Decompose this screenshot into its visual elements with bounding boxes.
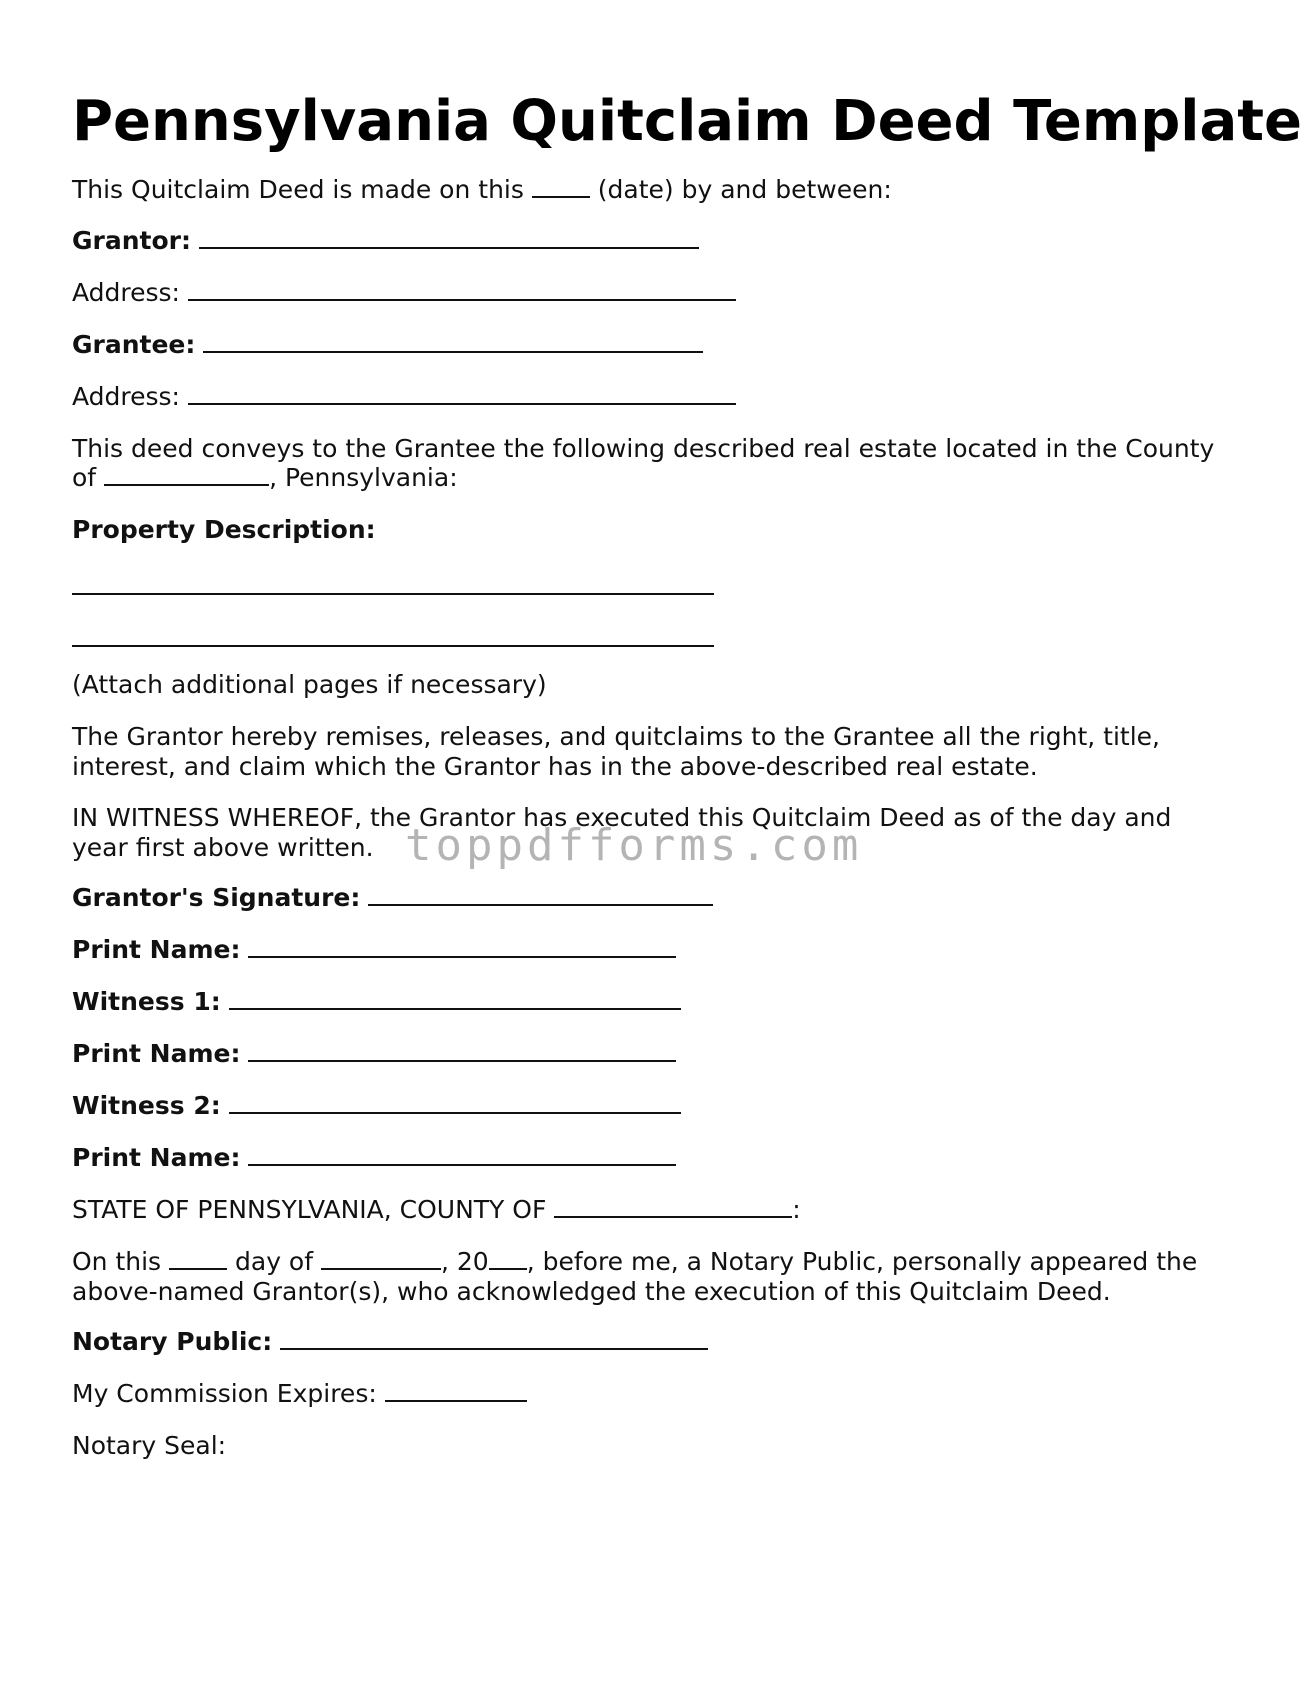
notary-public-field[interactable]: [280, 1326, 708, 1350]
date-field[interactable]: [532, 174, 590, 198]
attach-note: (Attach additional pages if necessary): [72, 670, 547, 699]
notary-county-field[interactable]: [554, 1194, 792, 1218]
print-name-label-2: Print Name:: [72, 1039, 241, 1068]
watermark-text: toppdfforms.com: [405, 820, 863, 871]
grantor-label: Grantor:: [72, 226, 191, 255]
print-name-field-1[interactable]: [248, 934, 676, 958]
notary-public-line: [72, 1326, 708, 1357]
notary-seal-label: Notary Seal:: [72, 1431, 227, 1460]
witness-2-label: Witness 2:: [72, 1091, 221, 1120]
grantor-signature-field[interactable]: [368, 882, 713, 906]
witness-1-line: [72, 986, 681, 1017]
witness-paragraph: IN WITNESS WHEREOF, the Grantor has executed this Quitclaim Deed as of the day and year first above written.: [72, 803, 1172, 862]
ack-year-field[interactable]: [489, 1246, 527, 1270]
print-name-field-3[interactable]: [248, 1142, 676, 1166]
grantee-address-label: Address:: [72, 382, 180, 411]
ack-month-field[interactable]: [321, 1246, 441, 1270]
grantor-address-label: Address:: [72, 278, 180, 307]
property-description-label: Property Description:: [72, 515, 376, 544]
print-name-line-2: [72, 1038, 676, 1069]
grantee-line: [72, 329, 703, 360]
grantor-address-field[interactable]: [188, 277, 736, 301]
ack-text-2: day of: [235, 1247, 314, 1276]
grantor-signature-line: [72, 882, 713, 913]
grantor-address-line: [72, 277, 736, 308]
witness-1-label: Witness 1:: [72, 987, 221, 1016]
county-field[interactable]: [104, 462, 269, 486]
grantor-line: [72, 225, 699, 256]
property-description-field-2[interactable]: [72, 645, 714, 647]
commission-expires-label: My Commission Expires:: [72, 1379, 377, 1408]
grantor-field[interactable]: [199, 225, 699, 249]
conveys-pennsylvania-text: , Pennsylvania:: [269, 463, 458, 492]
witness-2-line: [72, 1090, 681, 1121]
intro-line: [72, 174, 892, 205]
print-name-label-3: Print Name:: [72, 1143, 241, 1172]
ack-text-4: , before me, a Notary Public, personally appeared the above-named Grantor(s), who acknowledged the execution of this Quitclaim Deed.: [72, 1247, 1198, 1306]
conveys-of-text: of: [72, 463, 97, 492]
ack-day-field[interactable]: [169, 1246, 227, 1270]
ack-text-1: On this: [72, 1247, 162, 1276]
witness-2-field[interactable]: [229, 1090, 681, 1114]
grantor-signature-label: Grantor's Signature:: [72, 883, 361, 912]
grantee-label: Grantee:: [72, 330, 196, 359]
commission-expires-line: [72, 1378, 527, 1409]
print-name-label-1: Print Name:: [72, 935, 241, 964]
witness-1-field[interactable]: [229, 986, 681, 1010]
grantee-field[interactable]: [203, 329, 703, 353]
intro-text-end: (date) by and between:: [597, 175, 892, 204]
state-county-line: [72, 1194, 801, 1225]
print-name-field-2[interactable]: [248, 1038, 676, 1062]
property-description-field-1[interactable]: [72, 593, 714, 595]
print-name-line-1: [72, 934, 676, 965]
acknowledgment-paragraph: [72, 1246, 1232, 1307]
conveys-line-2: [72, 462, 458, 493]
remise-paragraph: The Grantor hereby remises, releases, and quitclaims to the Grantee all the right, title, interest, and claim which the Grantor has in the above-described real estate.: [72, 722, 1161, 781]
conveys-line-1: This deed conveys to the Grantee the following described real estate located in the County: [72, 434, 1215, 463]
commission-expires-field[interactable]: [385, 1378, 527, 1402]
document-title: Pennsylvania Quitclaim Deed Template: [72, 89, 1303, 154]
intro-text-start: This Quitclaim Deed is made on this: [72, 175, 524, 204]
state-county-text: STATE OF PENNSYLVANIA, COUNTY OF: [72, 1195, 547, 1224]
grantee-address-field[interactable]: [188, 381, 736, 405]
grantee-address-line: [72, 381, 736, 412]
ack-text-3: , 20: [440, 1247, 489, 1276]
notary-public-label: Notary Public:: [72, 1327, 273, 1356]
state-county-colon: :: [792, 1195, 801, 1224]
print-name-line-3: [72, 1142, 676, 1173]
